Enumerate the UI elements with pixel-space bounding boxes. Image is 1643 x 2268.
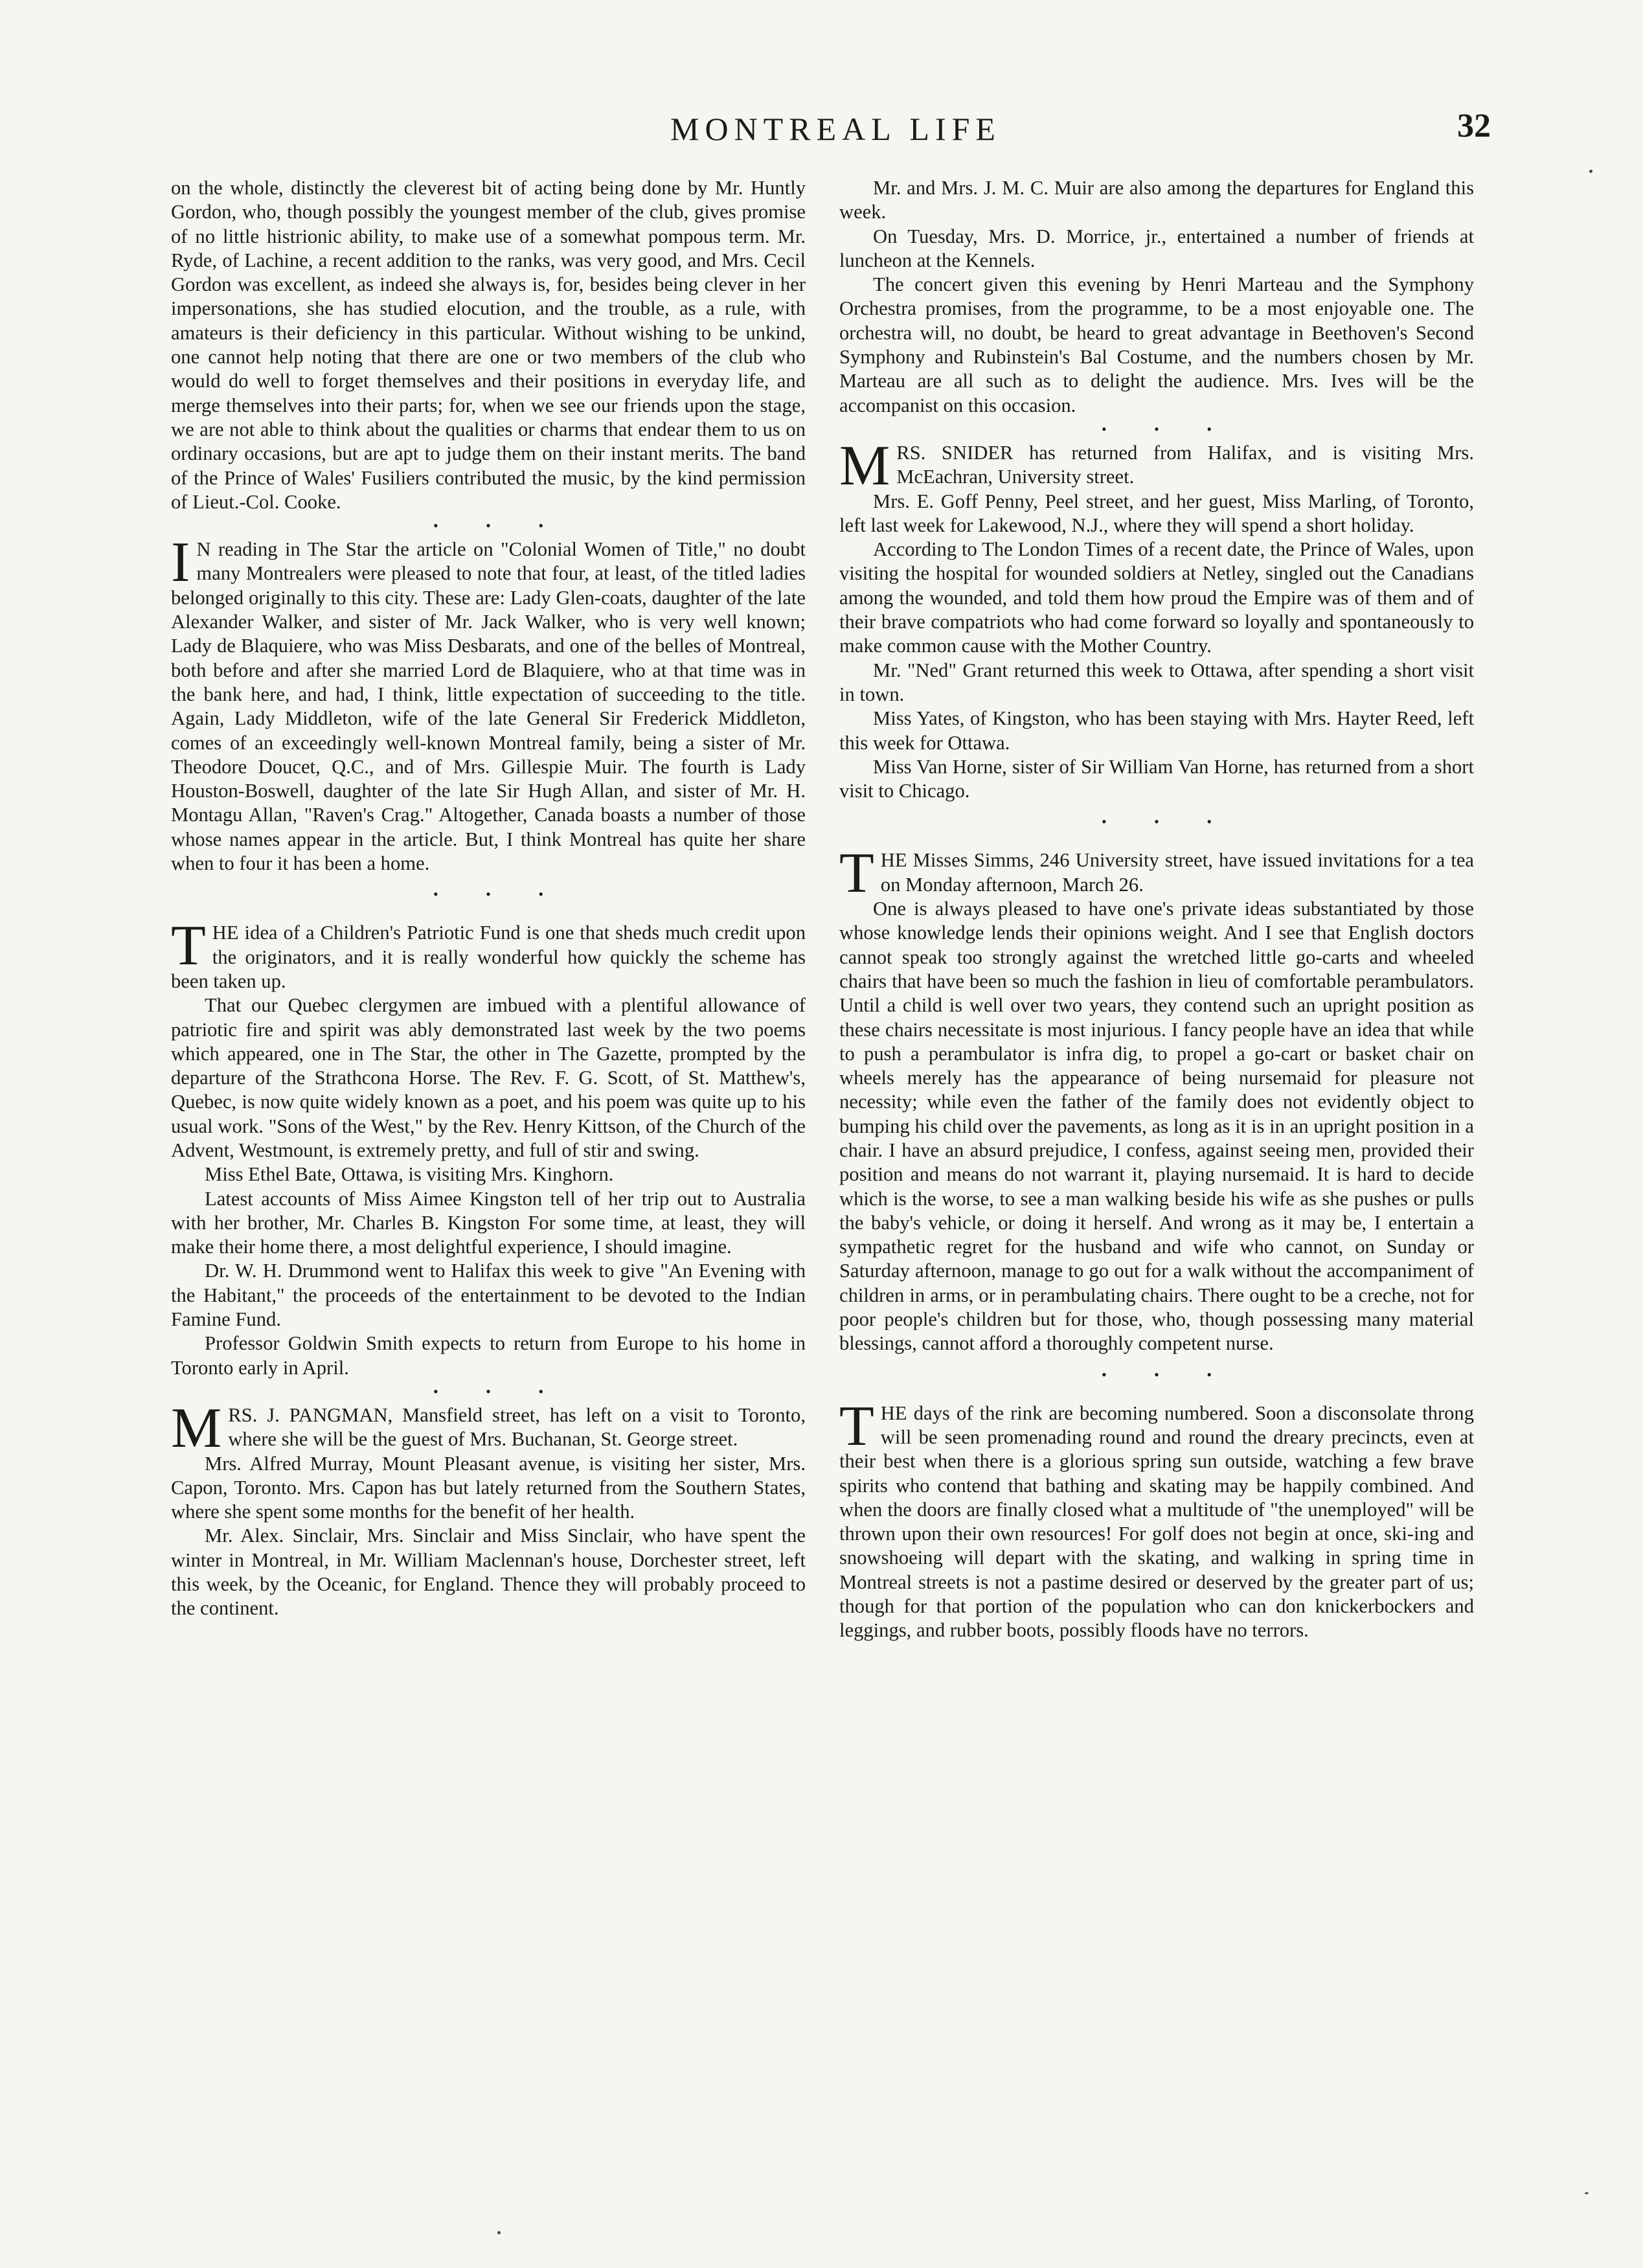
drop-cap: T (171, 914, 206, 978)
paragraph: Latest accounts of Miss Aimee Kingston tell of her trip out to Australia with her brother, Mr. Charles B. Kingston For some time, at least, they will make their home there, a most delightful experience, I should imagine. (171, 1187, 806, 1258)
paragraph: Professor Goldwin Smith expects to return from Europe to his home in Toronto early in April. (171, 1332, 806, 1379)
drop-cap: T (839, 842, 874, 905)
section-separator: • • • (1101, 420, 1234, 437)
paragraph: Mrs. Alfred Murray, Mount Pleasant avenue, is visiting her sister, Mrs. Capon, Toronto. Mrs. Capon has but lately returned from the Southern States, where she spent some months for the benefit of her health. (171, 1452, 806, 1523)
paragraph-pangman: MRS. J. PANGMAN, Mansfield street, has left on a visit to Toronto, where she will be the guest of Mrs. Buchanan, St. George street. (171, 1396, 806, 1460)
drop-cap: M (171, 1396, 222, 1460)
paragraph: on the whole, distinctly the cleverest bit of acting being done by Mr. Huntly Gordon, who, though possibly the youngest member of the club, gives promise of no little histrionic ability, to make use of a somewhat pompous term. Mr. Ryde, of Lachine, a recent addition to the ranks, was very good, and Mrs. Cecil Gordon was excellent, as indeed she always is, for, besides being clever in her impersonations, she has studied elocution, and the trouble, as a rule, with amateurs is their deficiency in this particular. Without wishing to be unkind, one cannot help noting that there are one or two members of the club who would do well to forget themselves and their positions in everyday life, and merge themselves into their parts; for, when we see our friends upon the stage, we are not able to think about the qualities or charms that endear them to us on ordinary occasions, but are apt to judge them on their instant merits. The band of the Prince of Wales' Fusiliers contributed the music, by the kind permission of Lieut.-Col. Cooke. (171, 177, 806, 513)
drop-cap: T (839, 1394, 874, 1458)
paragraph: The concert given this evening by Henri Marteau and the Symphony Orchestra promises, from the programme, to be a most enjoyable one. The orchestra will, no doubt, be heard to great advantage in Beethoven's Second Symphony and Rubinstein's Bal Costume, and the numbers chosen by Mr. Marteau are all such as to delight the audience. Mrs. Ives will be the accompanist on this occasion. (839, 273, 1474, 416)
paragraph: On Tuesday, Mrs. D. Morrice, jr., entertained a number of friends at luncheon at the Kennels. (839, 225, 1474, 271)
print-speck (1585, 2192, 1589, 2194)
paragraph: Mr. "Ned" Grant returned this week to Ottawa, after spending a short visit in town. (839, 659, 1474, 705)
drop-cap: I (171, 531, 190, 595)
paragraph: That our Quebec clergymen are imbued with a plentiful allowance of patriotic fire and spirit was ably demonstrated last week by the two poems which appeared, one in The Star, the other in The Gazette, prompted by the departure of the Strathcona Horse. The Rev. F. G. Scott, of St. Matthew's, Quebec, is now quite widely known as a poet, and his poem was quite up to his usual work. "Sons of the West," by the Rev. Henry Kittson, of the Church of the Advent, Westmount, is extremely pretty, and full of stir and swing. (171, 994, 806, 1161)
print-speck (497, 2231, 501, 2234)
section-separator: • • • (433, 886, 566, 903)
paragraph: Miss Ethel Bate, Ottawa, is visiting Mrs. Kinghorn. (205, 1163, 614, 1186)
section-separator: • • • (433, 517, 566, 534)
paragraph: Dr. W. H. Drummond went to Halifax this week to give "An Evening with the Habitant," the proceeds of the entertainment to be devoted to the Indian Famine Fund. (171, 1260, 806, 1331)
left-column (171, 176, 806, 1621)
paragraph: One is always pleased to have one's private ideas substantiated by those whose knowledge lends their opinions weight. And I see that English doctors cannot speak too strongly against the wretched little go-carts and wheeled chairs that have been so much the fashion in lieu of comfortable perambulators. Until a child is well over two years, they contend such an upright position as these chairs necessitate is most injurious. I fancy people have an idea that while to push a perambulator is infra dig, to propel a go-cart or basket chair on wheels merely has the appearance of being nursemaid for pleasure not necessity; while even the father of the family does not evidently object to bumping his child over the pavements, as long as it is in an upright position in a chair. I have an absurd prejudice, I confess, against seeing men, provided their position and means do not warrant it, playing nursemaid. It is hard to decide which is the worse, to see a man walking beside his wife as she pushes or pulls the baby's vehicle, or doing it herself. And wrong as it may be, I entertain a sympathetic regret for the husband and wife who cannot, on Sunday or Saturday afternoon, manage to go out for a walk without the accompaniment of children in arms, or in perambulating chairs. There ought to be a creche, not for poor people's children but for those, who, though possessing many material blessings, cannot afford a thoroughly competent nurse. (839, 898, 1474, 1355)
right-column (839, 176, 1474, 1643)
paragraph-simms: THE Misses Simms, 246 University street, have issued invitations for a tea on Monday afternoon, March 26. (839, 842, 1474, 905)
paragraph: Mrs. E. Goff Penny, Peel street, and her guest, Miss Marling, of Toronto, left last week for Lakewood, N.J., where they will spend a short holiday. (839, 490, 1474, 536)
drop-cap: M (839, 434, 890, 497)
section-separator: • • • (433, 1383, 566, 1400)
paragraph-patriotic-fund: THE idea of a Children's Patriotic Fund is one that sheds much credit upon the originators, and it is really wonderful how quickly the scheme has been taken up. (171, 914, 806, 992)
paragraph: According to The London Times of a recent date, the Prince of Wales, upon visiting the hospital for wounded soldiers at Netley, singled out the Canadians among the wounded, and told them how proud the Empire was of them and of their brave compatriots who had come forward so loyally and spontaneously to make common cause with the Mother Country. (839, 538, 1474, 657)
paragraph-colonial-women: I N reading in The Star the article on "Colonial Women of Title," no doubt many Montrealers were pleased to note that four, at least, of the titled ladies belonged originally to this city. These are: Lady Glen-coats, daughter of the late Alexander Walker, and sister of Mr. Jack Walker, who is very well known; Lady de Blaquiere, who was Miss Desbarats, and one of the belles of Montreal, both before and after she married Lord de Blaquiere, who at that time was in the bank here, and had, I think, little expectation of succeeding to the title. Again, Lady Middleton, wife of the late General Sir Frederick Middleton, comes of an exceedingly well-known Montreal family, being a sister of Mr. Theodore Doucet, Q.C., and of Mrs. Gillespie Muir. The fourth is Lady Houston-Boswell, daughter of the late Sir Hugh Allan, and sister of Mr. H. Montagu Allan, "Raven's Crag." Altogether, Canada boasts a number of those whose names appear in the article. But, I think Montreal has quite her share when to four it has been a home. (171, 531, 806, 875)
section-separator: • • • (1101, 813, 1234, 830)
paragraph-snider: MRS. SNIDER has returned from Halifax, and is visiting Mrs. McEachran, University street. (839, 434, 1474, 497)
paragraph: Mr. and Mrs. J. M. C. Muir are also among the departures for England this week. (839, 177, 1474, 223)
paragraph: Miss Van Horne, sister of Sir William Van Horne, has returned from a short visit to Chicago. (839, 755, 1474, 802)
paragraph-rink: THE days of the rink are becoming numbered. Soon a disconsolate throng will be seen promenading round and round the dreary precincts, even at their best when there is a glorious spring sun outside, watching a few brave spirits who contend that bathing and skating may be happily combined. And when the doors are finally closed what a multitude of "the unemployed" will be thrown upon their own resources! For golf does not begin at once, ski-ing and snowshoeing will depart with the skating, and walking in spring time in Montreal streets is not a pastime desired or deserved by the greater part of us; though for that portion of the population who can don knickerbockers and leggings, and rubber boots, possibly floods have no terrors. (839, 1394, 1474, 1642)
page-number: 32 (1457, 108, 1491, 144)
running-title: MONTREAL LIFE (670, 111, 1001, 147)
paragraph: Mr. Alex. Sinclair, Mrs. Sinclair and Miss Sinclair, who have spent the winter in Montreal, in Mr. William Maclennan's house, Dorchester street, left this week, by the Oceanic, for England. Thence they will probably proceed to the continent. (171, 1525, 806, 1620)
section-separator: • • • (1101, 1366, 1234, 1383)
print-speck (1589, 170, 1592, 173)
paragraph: Miss Yates, of Kingston, who has been staying with Mrs. Hayter Reed, left this week for Ottawa. (839, 707, 1474, 754)
